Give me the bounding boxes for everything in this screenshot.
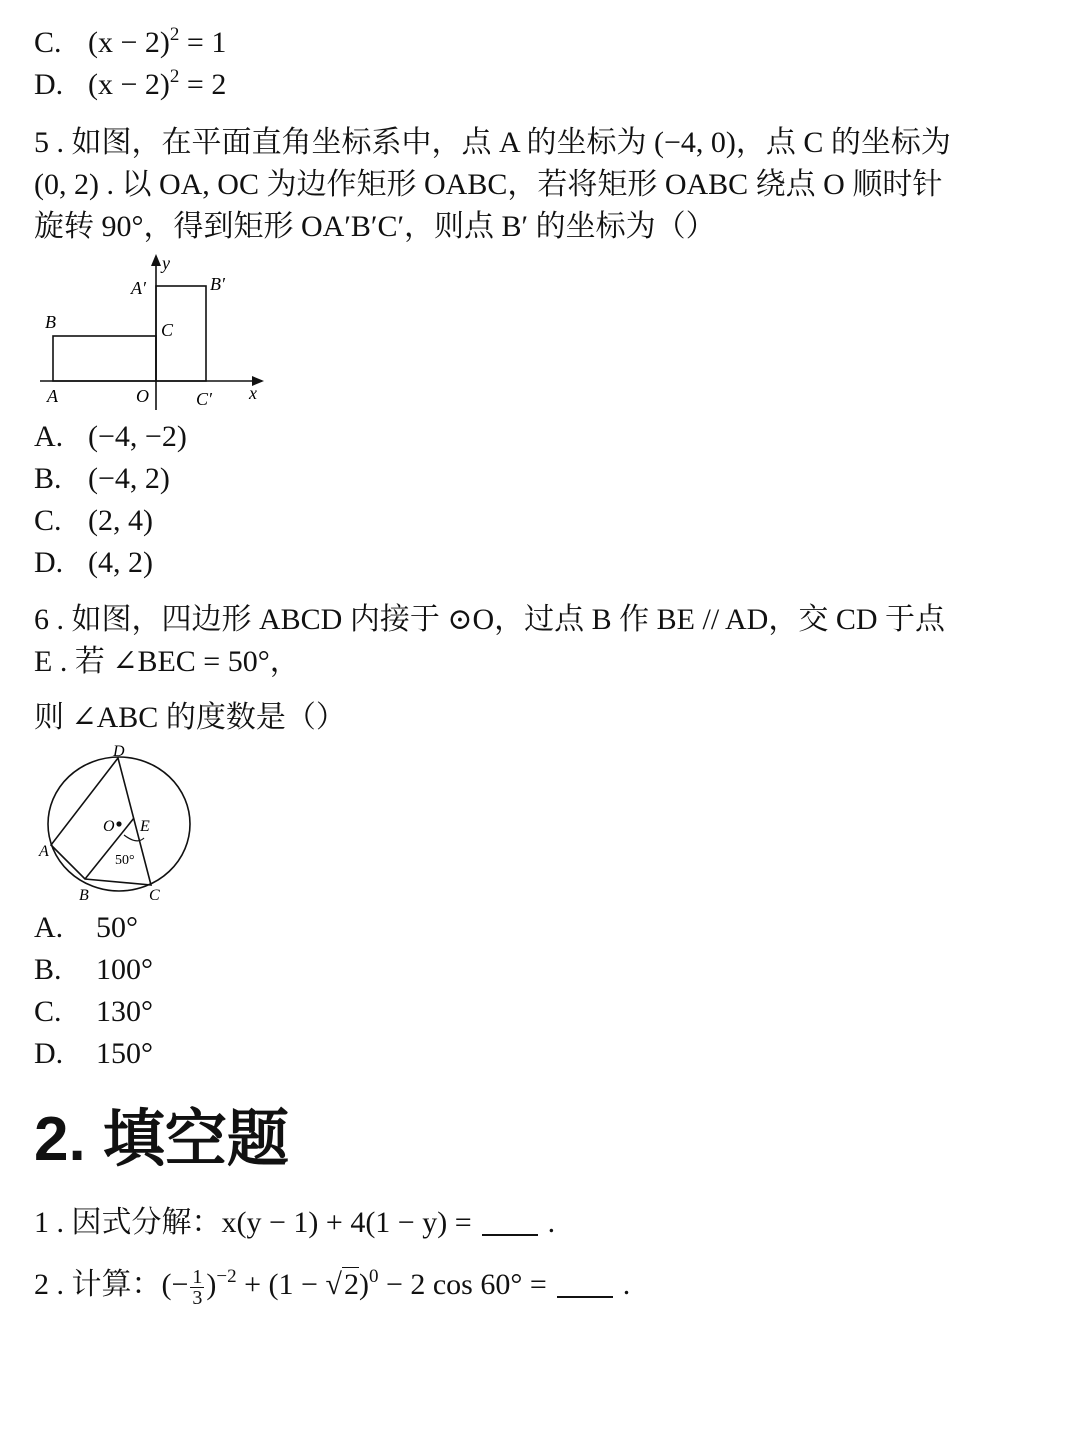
option-text: 150° <box>96 1037 153 1070</box>
y-axis-arrow <box>151 254 161 266</box>
quadrilateral-abcd <box>51 758 151 885</box>
fill-question-2 <box>34 1264 630 1308</box>
q5-stem-line-3: 旋转 90°，得到矩形 OA′B′C′，则点 B′ 的坐标为（） <box>34 210 716 243</box>
label-c: C <box>161 320 174 340</box>
q5-option-a[interactable] <box>34 416 187 458</box>
label-d: D <box>113 743 125 760</box>
exponent-neg-two: −2 <box>216 1266 237 1287</box>
fill-q2-mid: + (1 − √ <box>236 1268 342 1301</box>
option-text: (−4, 2) <box>88 462 170 495</box>
option-label: C. <box>34 26 62 59</box>
label-y: y <box>162 253 170 273</box>
q6-option-c[interactable] <box>34 991 153 1033</box>
fill-q2-tail: − 2 cos 60° = <box>378 1268 547 1301</box>
option-exp: 2 <box>169 66 180 87</box>
prev-option-d[interactable] <box>34 64 226 106</box>
fraction-one-third <box>190 1267 204 1308</box>
fill-question-1 <box>34 1202 555 1244</box>
option-label: D. <box>34 68 64 101</box>
label-x: x <box>249 383 257 403</box>
fill-q2-suffix: . <box>622 1268 631 1301</box>
q5-stem-line-2: (0, 2) . 以 OA, OC 为边作矩形 OABC，若将矩形 OABC 绕点 O 顺时针 <box>34 168 943 201</box>
q6-option-a[interactable] <box>34 907 138 949</box>
q5-coordinate-figure <box>30 250 280 415</box>
angle-arc <box>124 835 144 841</box>
option-label: C. <box>34 504 62 537</box>
label-a: A <box>47 386 58 406</box>
fill-q2-close: ) <box>206 1268 217 1301</box>
fill-q1-suffix: . <box>547 1206 556 1239</box>
q6-stem-line-3: 则 ∠ABC 的度数是（） <box>34 701 346 734</box>
fraction-denominator: 3 <box>192 1286 203 1309</box>
option-label: C. <box>34 995 62 1028</box>
label-c: C <box>149 887 160 904</box>
q5-option-d[interactable] <box>34 542 153 584</box>
option-label: A. <box>34 911 64 944</box>
label-o: O <box>136 386 149 406</box>
label-b-prime: B′ <box>210 274 225 294</box>
q6-circle-figure <box>32 738 202 908</box>
option-rhs: = 2 <box>179 68 227 101</box>
option-label: D. <box>34 546 64 579</box>
label-c-prime: C′ <box>196 389 212 409</box>
q6-stem-line-1: 6 . 如图，四边形 ABCD 内接于 ⊙O，过点 B 作 BE // AD，交 CD 于点 <box>34 603 946 636</box>
q6-stem-line-2: E . 若 ∠BEC = 50°， <box>34 645 300 678</box>
fraction-numerator: 1 <box>192 1265 203 1288</box>
label-b: B <box>45 312 56 332</box>
label-e: E <box>140 818 150 835</box>
q5-stem-line-1: 5 . 如图，在平面直角坐标系中，点 A 的坐标为 (−4, 0)，点 C 的坐标为 <box>34 126 951 159</box>
rectangle-oabc <box>53 336 156 381</box>
option-label: B. <box>34 462 62 495</box>
sqrt-radicand: 2 <box>343 1268 359 1301</box>
fill-q2-prefix: 2 . 计算：(− <box>34 1268 189 1301</box>
center-dot <box>116 821 121 826</box>
option-text: 100° <box>96 953 153 986</box>
option-rhs: = 1 <box>179 26 227 59</box>
option-text: (4, 2) <box>88 546 153 579</box>
exponent-zero: 0 <box>368 1266 379 1287</box>
answer-blank-1[interactable] <box>482 1204 538 1236</box>
q5-option-b[interactable] <box>34 458 170 500</box>
label-o: O <box>103 818 115 835</box>
option-text: (2, 4) <box>88 504 153 537</box>
option-text: 50° <box>96 911 138 944</box>
fill-q1-text: 1 . 因式分解：x(y − 1) + 4(1 − y) = <box>34 1206 472 1239</box>
option-expr: (x − 2) <box>88 26 170 59</box>
option-expr: (x − 2) <box>88 68 170 101</box>
label-a: A <box>39 843 49 860</box>
option-exp: 2 <box>169 24 180 45</box>
label-b: B <box>79 887 89 904</box>
section-heading: 2. 填空题 <box>34 1105 289 1174</box>
label-a-prime: A′ <box>131 278 146 298</box>
fill-q2-close2: ) <box>358 1268 369 1301</box>
q5-option-c[interactable] <box>34 500 153 542</box>
option-text: 130° <box>96 995 153 1028</box>
option-label: B. <box>34 953 62 986</box>
option-label: A. <box>34 420 64 453</box>
option-label: D. <box>34 1037 64 1070</box>
q6-option-d[interactable] <box>34 1033 153 1075</box>
label-angle-50: 50° <box>115 853 135 868</box>
prev-option-c[interactable] <box>34 22 226 64</box>
q6-option-b[interactable] <box>34 949 153 991</box>
option-text: (−4, −2) <box>88 420 187 453</box>
answer-blank-2[interactable] <box>557 1266 613 1298</box>
